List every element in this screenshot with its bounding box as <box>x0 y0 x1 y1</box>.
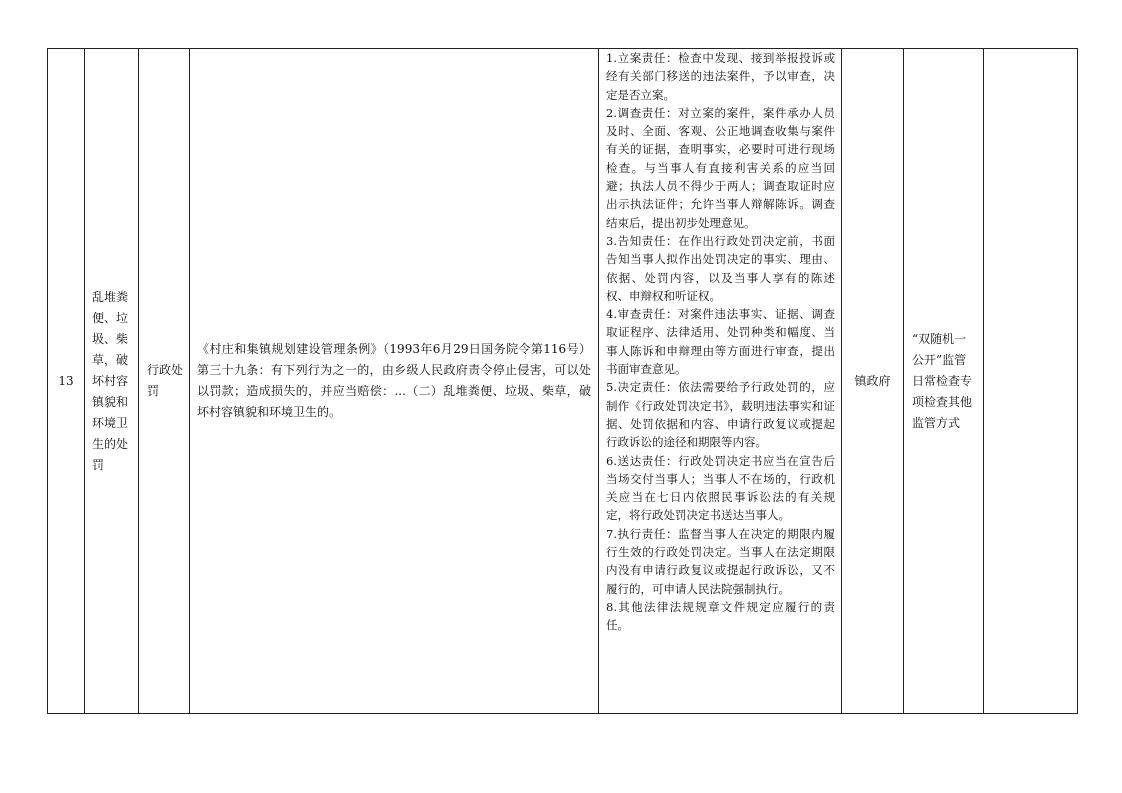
supervision-method-cell: “双随机一公开”监管日常检查专项检查其他监管方式 <box>904 49 984 714</box>
item-type-cell: 行政处罚 <box>139 49 190 714</box>
responsibility-item: 6.送达责任：行政处罚决定书应当在宣告后当场交付当事人；当事人不在场的，行政机关应当在七日内依照民事诉讼法的有关规定，将行政处罚决定书送达当事人。 <box>606 453 835 523</box>
responsibility-item: 1.立案责任：检查中发现、接到举报投诉或经有关部门移送的违法案件，予以审查，决定是否立案。 <box>606 51 835 102</box>
row-number: 13 <box>48 49 85 714</box>
responsibility-item: 8.其他法律法规规章文件规定应履行的责任。 <box>606 599 835 633</box>
legal-basis-cell: 《村庄和集镇规划建设管理条例》（1993年6月29日国务院令第116号）第三十九条：有下列行为之一的，由乡级人民政府责令停止侵害，可以处以罚款；造成损失的，并应当赔偿：...（二）乱堆粪便、垃圾、柴草，破坏村容镇貌和环境卫生的。 <box>190 49 599 714</box>
responsibility-item: 5.决定责任：依法需要给予行政处罚的，应制作《行政处罚决定书》，载明违法事实和证据、处罚依据和内容、申请行政复议或提起行政诉讼的途径和期限等内容。 <box>606 380 835 450</box>
responsibility-cell <box>599 49 842 714</box>
responsible-subject-cell: 镇政府 <box>842 49 904 714</box>
item-name-cell: 乱堆粪便、垃圾、柴草，破坏村容镇貌和环境卫生的处罚 <box>85 49 139 714</box>
responsibility-item: 4.审查责任：对案件违法事实、证据、调查取证程序、法律适用、处罚种类和幅度、当事人陈诉和申辩理由等方面进行审查，提出书面审查意见。 <box>606 307 835 377</box>
responsibility-item: 3.告知责任：在作出行政处罚决定前，书面告知当事人拟作出处罚决定的事实、理由、依据、处罚内容，以及当事人享有的陈述权、申辩权和听证权。 <box>606 233 835 303</box>
remarks-cell <box>984 49 1078 714</box>
responsibility-item: 7.执行责任：监督当事人在决定的期限内履行生效的行政处罚决定。当事人在法定期限内没有申请行政复议或提起行政诉讼，又不履行的，可申请人民法院强制执行。 <box>606 526 835 596</box>
power-list-table <box>47 48 1078 714</box>
table-row <box>48 49 1078 714</box>
responsibility-item: 2.调查责任：对立案的案件，案件承办人员及时、全面、客观、公正地调查收集与案件有关的证据，查明事实，必要时可进行现场检查。与当事人有直接利害关系的应当回避；执法人员不得少于两人；调查取证时应出示执法证件；允许当事人辩解陈诉。调查结束后，提出初步处理意见。 <box>606 105 835 230</box>
